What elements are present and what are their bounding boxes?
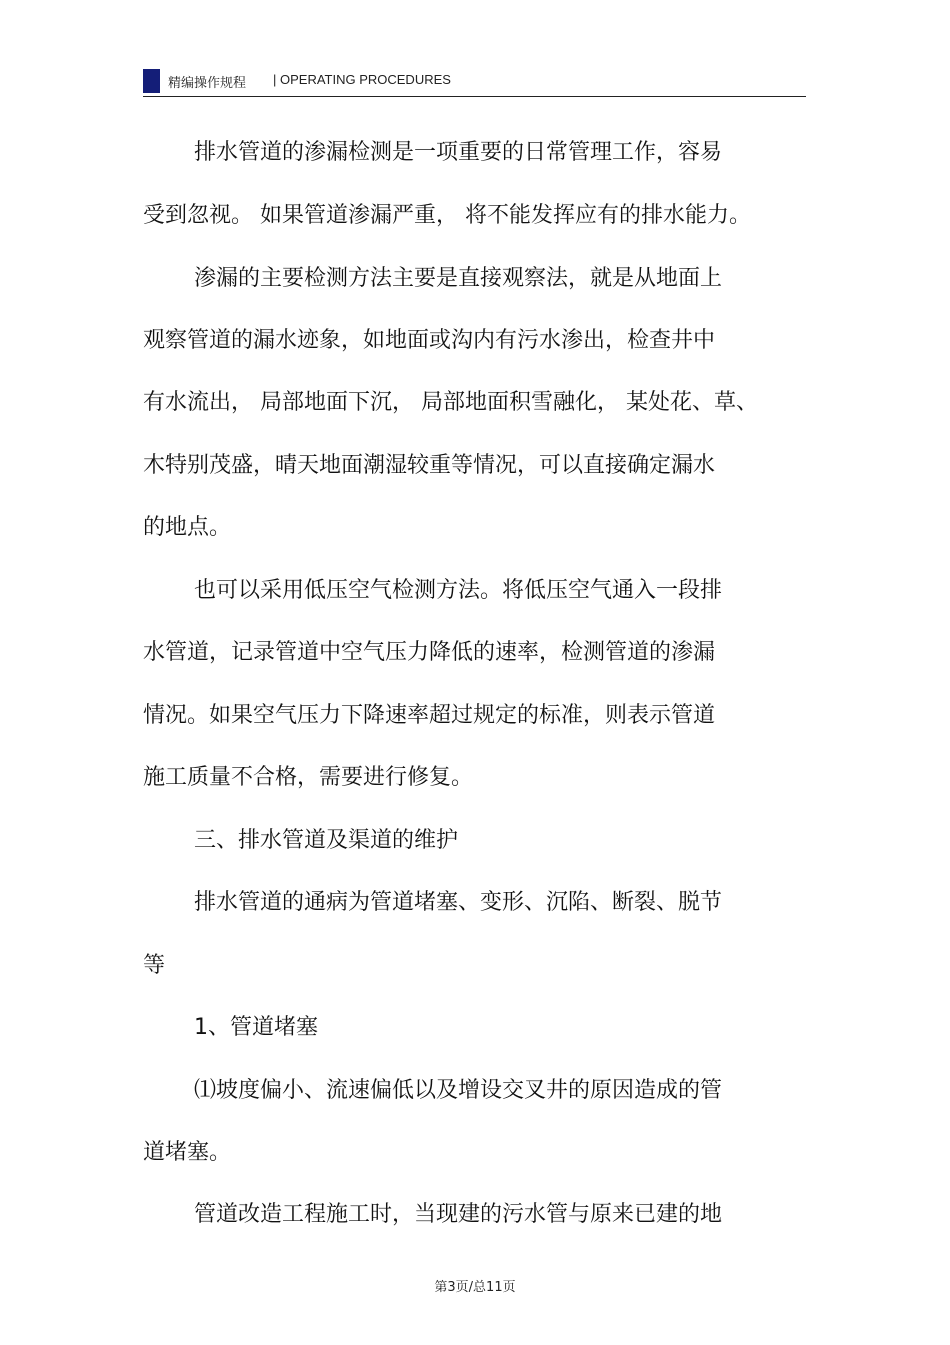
section-heading: 三、排水管道及渠道的维护 bbox=[194, 828, 459, 853]
text-line-18: 管道改造工程施工时，当现建的污水管与原来已建的地 bbox=[194, 1202, 723, 1227]
text-line-6: 木特别茂盛，晴天地面潮湿较重等情况，可以直接确定漏水 bbox=[143, 453, 716, 478]
text-line-4: 观察管道的漏水迹象，如地面或沟内有污水渗出，检查井中 bbox=[143, 328, 716, 353]
text-line-9: 水管道，记录管道中空气压力降低的速率，检测管道的渗漏 bbox=[143, 640, 716, 665]
header-title-cn: 精编操作规程 bbox=[168, 76, 247, 91]
header-title-en: | OPERATING PROCEDURES bbox=[273, 72, 451, 87]
page-number: 第3页/总11页 bbox=[434, 1280, 516, 1295]
text-line-7: 的地点。 bbox=[143, 515, 232, 540]
text-line-13: 排水管道的通病为管道堵塞、变形、沉陷、断裂、脱节 bbox=[194, 890, 723, 915]
text-line-3: 渗漏的主要检测方法主要是直接观察法，就是从地面上 bbox=[194, 266, 723, 291]
text-line-8: 也可以采用低压空气检测方法。将低压空气通入一段排 bbox=[194, 578, 723, 603]
text-line-5: 有水流出， 局部地面下沉， 局部地面积雪融化， 某处花、草、 bbox=[143, 390, 758, 415]
text-line-17: 道堵塞。 bbox=[143, 1140, 232, 1165]
page-header bbox=[143, 66, 806, 97]
logo-icon bbox=[143, 69, 160, 93]
text-line-14: 等 bbox=[143, 953, 166, 978]
text-line-10: 情况。如果空气压力下降速率超过规定的标准，则表示管道 bbox=[143, 703, 716, 728]
text-line-2: 受到忽视。 如果管道渗漏严重， 将不能发挥应有的排水能力。 bbox=[143, 203, 751, 228]
text-line-1: 排水管道的渗漏检测是一项重要的日常管理工作，容易 bbox=[194, 140, 723, 165]
text-line-11: 施工质量不合格，需要进行修复。 bbox=[143, 765, 474, 790]
text-line-16: ⑴坡度偏小、流速偏低以及增设交叉井的原因造成的管 bbox=[194, 1078, 723, 1103]
subsection-heading: 1、管道堵塞 bbox=[194, 1015, 318, 1040]
